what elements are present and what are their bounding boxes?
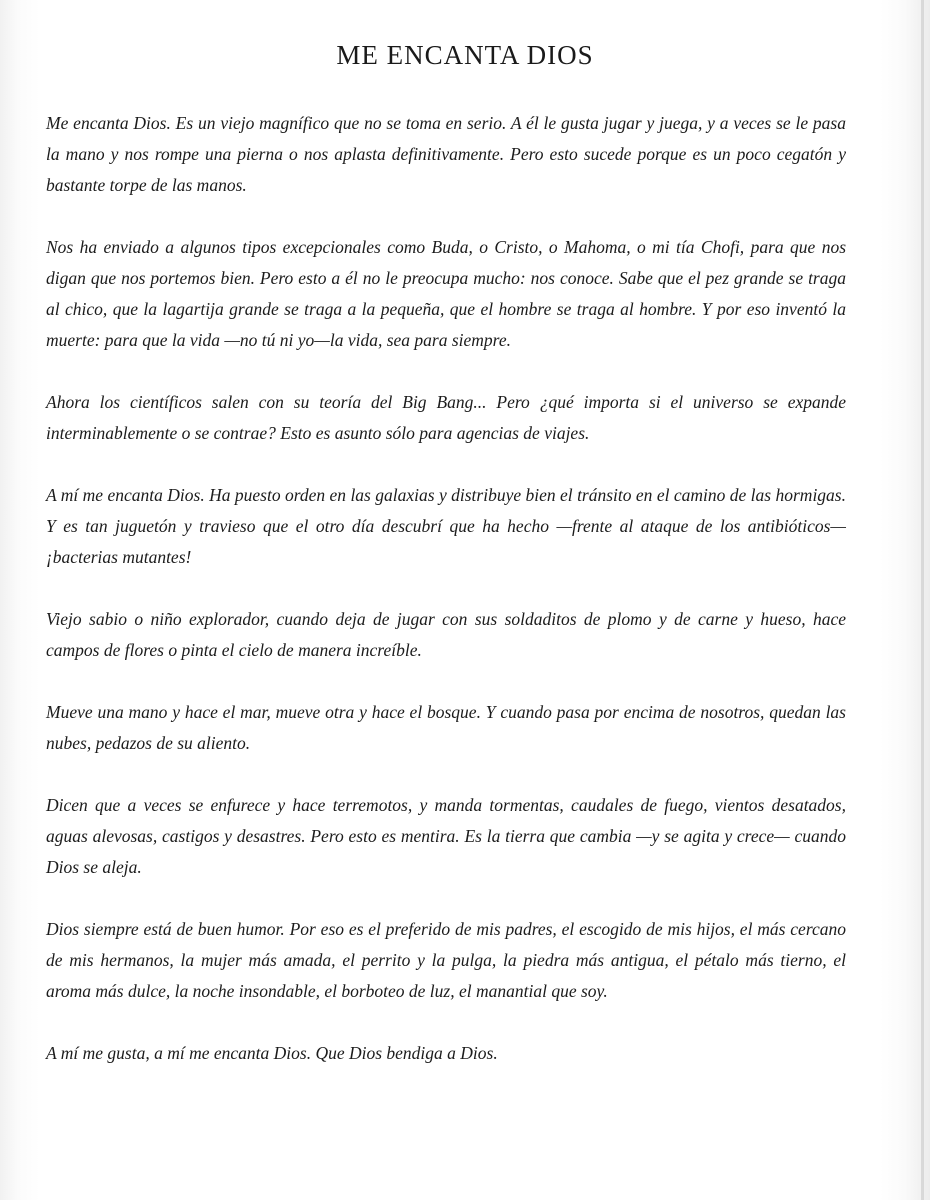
paragraph: Viejo sabio o niño explorador, cuando deja de jugar con sus soldaditos de plomo y de carne y hueso, hace campos de flores o pinta el cielo de manera increíble. bbox=[46, 609, 846, 660]
page-edge-shadow bbox=[921, 0, 924, 1200]
paragraph: Dicen que a veces se enfurece y hace terremotos, y manda tormentas, caudales de fuego, vientos desatados, aguas alevosas, castigos y desastres. Pero esto es mentira. Es la tierra que cambia —y se agita y crece— cuando Dios se aleja. bbox=[46, 795, 846, 877]
paragraph: Mueve una mano y hace el mar, mueve otra y hace el bosque. Y cuando pasa por encima de nosotros, quedan las nubes, pedazos de su aliento. bbox=[46, 702, 846, 753]
paragraph: Nos ha enviado a algunos tipos excepcionales como Buda, o Cristo, o Mahoma, o mi tía Chofi, para que nos digan que nos portemos bien. Pero esto a él no le preocupa mucho: nos conoce. Sabe que el pez grande se traga al chico, que la lagartija grande se traga a la pequeña, que el hombre se traga al hombre. Y por eso inventó la muerte: para que la vida —no tú ni yo—la vida, sea para siempre. bbox=[46, 237, 846, 350]
paragraph: A mí me encanta Dios. Ha puesto orden en las galaxias y distribuye bien el tránsito en el camino de las hormigas. Y es tan juguetón y travieso que el otro día descubrí que ha hecho —frente al ataque de los antibióticos— ¡bacterias mutantes! bbox=[46, 485, 846, 567]
poem-body bbox=[46, 108, 846, 1069]
paragraph: Ahora los científicos salen con su teoría del Big Bang... Pero ¿qué importa si el universo se expande interminablemente o se contrae? Esto es asunto sólo para agencias de viajes. bbox=[46, 392, 846, 443]
paragraph: Dios siempre está de buen humor. Por eso es el preferido de mis padres, el escogido de mis hijos, el más cercano de mis hermanos, la mujer más amada, el perrito y la pulga, la piedra más antigua, el pétalo más tierno, el aroma más dulce, la noche insondable, el borboteo de luz, el manantial que soy. bbox=[46, 919, 846, 1001]
page-title: ME ENCANTA DIOS bbox=[336, 40, 594, 70]
paragraph: Me encanta Dios. Es un viejo magnífico que no se toma en serio. A él le gusta jugar y juega, y a veces se le pasa la mano y nos rompe una pierna o nos aplasta definitivamente. Pero esto sucede porque es un poco cegatón y bastante torpe de las manos. bbox=[46, 113, 846, 195]
paragraph: A mí me gusta, a mí me encanta Dios. Que Dios bendiga a Dios. bbox=[46, 1043, 498, 1063]
